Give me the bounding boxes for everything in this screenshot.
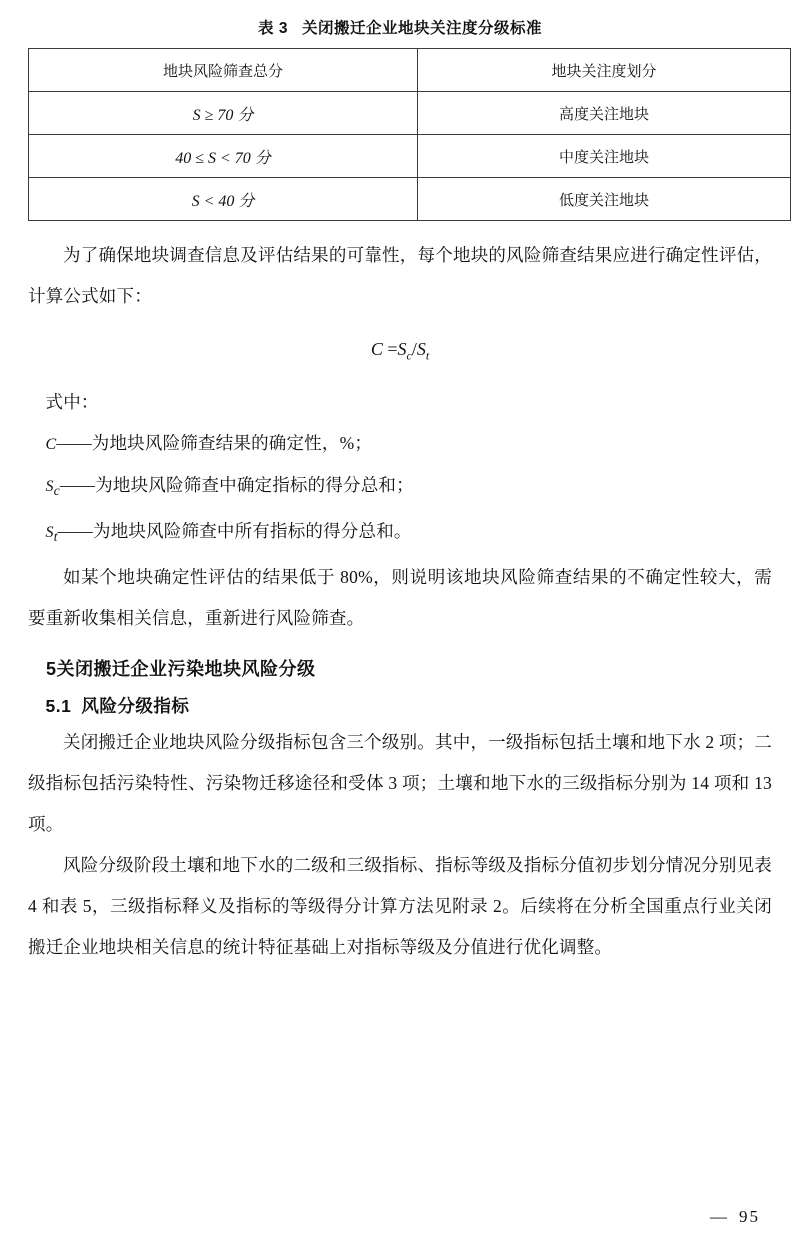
table-header-score: 地块风险筛查总分 [29,49,418,92]
table-row [29,135,791,178]
section-number: 5 [46,658,57,679]
formula-definitions [28,382,772,557]
formula-def-c: C——为地块风险筛查结果的确定性，%； [45,432,373,453]
table-header-level: 地块关注度划分 [418,49,791,92]
section-heading-5-1 [28,693,772,718]
subsection-title: 风险分级指标 [81,695,190,716]
table-cell-score: S ≥ 70 分 [29,92,418,135]
section-heading-5 [28,655,772,681]
table-caption-text: 关闭搬迁企业地块关注度分级标准 [301,20,542,37]
subsection-number: 5.1 [45,695,72,716]
table-header-row [29,49,791,92]
formula-label-shizhong: 式中： [45,391,99,412]
table-cell-level: 高度关注地块 [418,92,791,135]
formula-def-st: $S_t——$为地块风险筛查中所有指标的得分总和。 [45,520,412,544]
table-cell-level: 中度关注地块 [418,135,791,178]
table-cell-score: S < 40 分 [29,178,418,221]
table-caption-number: 表 3 [258,20,288,37]
table-cell-score: 40 ≤ S < 70 分 [29,135,418,178]
section-title: 关闭搬迁企业污染地块风险分级 [56,658,316,679]
formula-certainty: $C =S_c/S_t$ [370,339,430,363]
grade-standard-table [28,48,791,221]
paragraph-tables-reference: 风险分级阶段土壤和地下水的二级和三级指标、指标等级及指标分值初步划分情况分别见表 4 和表 5，三级指标释义及指标的等级得分计算方法见附录 2。后续将在分析全国重点行业关闭搬迁企业地块相关信息的统计特征基础上对指标等级及分值进行优化调整。 [28,854,772,957]
paragraph-uncertainty: 如某个地块确定性评估的结果低于 80%，则说明该地块风险筛查结果的不确定性较大，需要重新收集相关信息，重新进行风险筛查。 [28,566,772,628]
footer-dash: — [710,1207,729,1226]
paragraph-indicators: 关闭搬迁企业地块风险分级指标包含三个级别。其中，一级指标包括土壤和地下水 2 项；二级指标包括污染特性、污染物迁移途径和受体 3 项；土壤和地下水的三级指标分别为 14 项和 13 项。 [28,731,772,834]
formula-def-sc: $S_c——$为地块风险筛查中确定指标的得分总和； [45,474,414,498]
page-footer [710,1207,760,1227]
paragraph-reliability: 为了确保地块调查信息及评估结果的可靠性，每个地块的风险筛查结果应进行确定性评估，计算公式如下： [28,245,772,306]
table-cell-level: 低度关注地块 [418,178,791,221]
table-row [29,92,791,135]
page-number: 95 [739,1207,760,1226]
table-row [29,178,791,221]
table-caption [28,16,772,38]
